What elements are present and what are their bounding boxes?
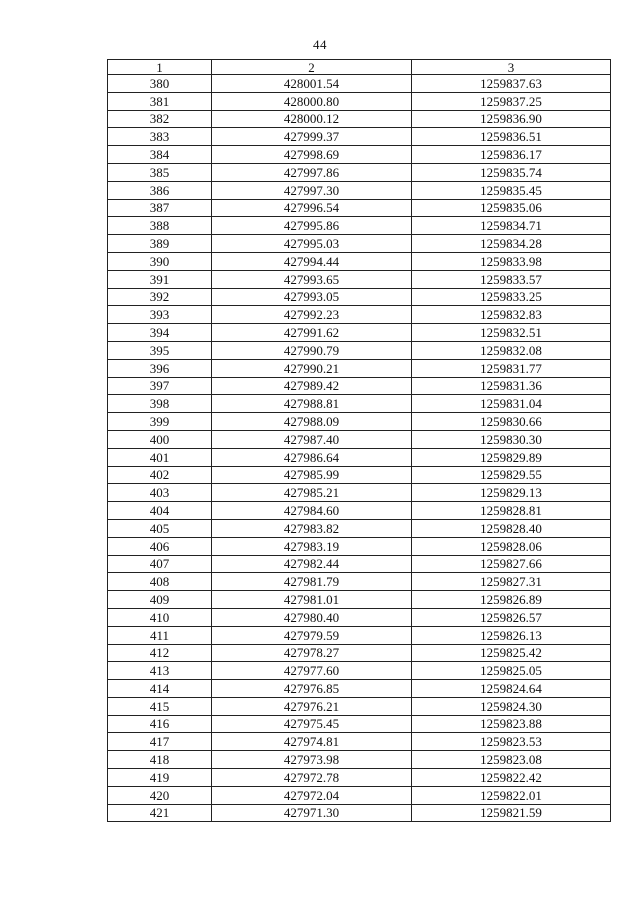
point-number-cell: 419 — [108, 769, 212, 787]
column-header-1: 1 — [108, 60, 212, 75]
y-coordinate-cell: 1259822.01 — [412, 786, 611, 804]
table-body — [108, 75, 611, 822]
table-row — [108, 110, 611, 128]
point-number-cell: 415 — [108, 697, 212, 715]
x-coordinate-cell: 427990.21 — [212, 359, 412, 377]
point-number-cell: 401 — [108, 448, 212, 466]
point-number-cell: 383 — [108, 128, 212, 146]
y-coordinate-cell: 1259834.71 — [412, 217, 611, 235]
point-number-cell: 387 — [108, 199, 212, 217]
point-number-cell: 410 — [108, 608, 212, 626]
x-coordinate-cell: 427975.45 — [212, 715, 412, 733]
y-coordinate-cell: 1259835.06 — [412, 199, 611, 217]
x-coordinate-cell: 427976.21 — [212, 697, 412, 715]
x-coordinate-cell: 427971.30 — [212, 804, 412, 822]
point-number-cell: 406 — [108, 537, 212, 555]
x-coordinate-cell: 427973.98 — [212, 751, 412, 769]
table-row — [108, 769, 611, 787]
y-coordinate-cell: 1259834.28 — [412, 235, 611, 253]
table-row — [108, 146, 611, 164]
y-coordinate-cell: 1259833.98 — [412, 252, 611, 270]
point-number-cell: 408 — [108, 573, 212, 591]
table-row — [108, 217, 611, 235]
point-number-cell: 420 — [108, 786, 212, 804]
table-row — [108, 608, 611, 626]
x-coordinate-cell: 427999.37 — [212, 128, 412, 146]
point-number-cell: 392 — [108, 288, 212, 306]
y-coordinate-cell: 1259835.74 — [412, 163, 611, 181]
y-coordinate-cell: 1259837.63 — [412, 75, 611, 93]
point-number-cell: 405 — [108, 519, 212, 537]
table-row — [108, 181, 611, 199]
table-row — [108, 555, 611, 573]
point-number-cell: 395 — [108, 341, 212, 359]
x-coordinate-cell: 427985.99 — [212, 466, 412, 484]
y-coordinate-cell: 1259836.17 — [412, 146, 611, 164]
y-coordinate-cell: 1259830.30 — [412, 430, 611, 448]
y-coordinate-cell: 1259827.66 — [412, 555, 611, 573]
x-coordinate-cell: 427993.65 — [212, 270, 412, 288]
y-coordinate-cell: 1259821.59 — [412, 804, 611, 822]
y-coordinate-cell: 1259833.57 — [412, 270, 611, 288]
table-row — [108, 377, 611, 395]
y-coordinate-cell: 1259824.30 — [412, 697, 611, 715]
table-row — [108, 519, 611, 537]
x-coordinate-cell: 428000.12 — [212, 110, 412, 128]
x-coordinate-cell: 427979.59 — [212, 626, 412, 644]
x-coordinate-cell: 427991.62 — [212, 324, 412, 342]
y-coordinate-cell: 1259829.13 — [412, 484, 611, 502]
point-number-cell: 409 — [108, 591, 212, 609]
column-header-3: 3 — [412, 60, 611, 75]
table-row — [108, 626, 611, 644]
y-coordinate-cell: 1259831.36 — [412, 377, 611, 395]
table-row — [108, 804, 611, 822]
point-number-cell: 399 — [108, 413, 212, 431]
y-coordinate-cell: 1259828.06 — [412, 537, 611, 555]
table-row — [108, 591, 611, 609]
x-coordinate-cell: 427982.44 — [212, 555, 412, 573]
y-coordinate-cell: 1259830.66 — [412, 413, 611, 431]
table-row — [108, 92, 611, 110]
point-number-cell: 389 — [108, 235, 212, 253]
table-row — [108, 359, 611, 377]
x-coordinate-cell: 428001.54 — [212, 75, 412, 93]
y-coordinate-cell: 1259826.89 — [412, 591, 611, 609]
y-coordinate-cell: 1259825.05 — [412, 662, 611, 680]
point-number-cell: 388 — [108, 217, 212, 235]
x-coordinate-cell: 427983.82 — [212, 519, 412, 537]
point-number-cell: 400 — [108, 430, 212, 448]
table-row — [108, 680, 611, 698]
x-coordinate-cell: 427996.54 — [212, 199, 412, 217]
x-coordinate-cell: 427972.78 — [212, 769, 412, 787]
y-coordinate-cell: 1259829.55 — [412, 466, 611, 484]
table-row — [108, 324, 611, 342]
point-number-cell: 384 — [108, 146, 212, 164]
table-row — [108, 786, 611, 804]
x-coordinate-cell: 427985.21 — [212, 484, 412, 502]
point-number-cell: 421 — [108, 804, 212, 822]
y-coordinate-cell: 1259836.90 — [412, 110, 611, 128]
table-row — [108, 306, 611, 324]
point-number-cell: 402 — [108, 466, 212, 484]
x-coordinate-cell: 427992.23 — [212, 306, 412, 324]
point-number-cell: 385 — [108, 163, 212, 181]
point-number-cell: 407 — [108, 555, 212, 573]
y-coordinate-cell: 1259829.89 — [412, 448, 611, 466]
y-coordinate-cell: 1259831.04 — [412, 395, 611, 413]
point-number-cell: 394 — [108, 324, 212, 342]
y-coordinate-cell: 1259826.13 — [412, 626, 611, 644]
x-coordinate-cell: 427994.44 — [212, 252, 412, 270]
point-number-cell: 414 — [108, 680, 212, 698]
x-coordinate-cell: 427995.03 — [212, 235, 412, 253]
point-number-cell: 382 — [108, 110, 212, 128]
x-coordinate-cell: 427997.30 — [212, 181, 412, 199]
table-row — [108, 662, 611, 680]
y-coordinate-cell: 1259824.64 — [412, 680, 611, 698]
x-coordinate-cell: 427986.64 — [212, 448, 412, 466]
y-coordinate-cell: 1259836.51 — [412, 128, 611, 146]
point-number-cell: 393 — [108, 306, 212, 324]
y-coordinate-cell: 1259822.42 — [412, 769, 611, 787]
y-coordinate-cell: 1259831.77 — [412, 359, 611, 377]
point-number-cell: 418 — [108, 751, 212, 769]
y-coordinate-cell: 1259823.88 — [412, 715, 611, 733]
point-number-cell: 381 — [108, 92, 212, 110]
table-header-row — [108, 60, 611, 75]
table-row — [108, 573, 611, 591]
table-row — [108, 537, 611, 555]
y-coordinate-cell: 1259833.25 — [412, 288, 611, 306]
point-number-cell: 397 — [108, 377, 212, 395]
point-number-cell: 417 — [108, 733, 212, 751]
table-row — [108, 751, 611, 769]
table-row — [108, 270, 611, 288]
table-row — [108, 341, 611, 359]
column-header-2: 2 — [212, 60, 412, 75]
table-row — [108, 199, 611, 217]
x-coordinate-cell: 427978.27 — [212, 644, 412, 662]
table-row — [108, 430, 611, 448]
x-coordinate-cell: 427997.86 — [212, 163, 412, 181]
table-row — [108, 252, 611, 270]
y-coordinate-cell: 1259826.57 — [412, 608, 611, 626]
y-coordinate-cell: 1259832.08 — [412, 341, 611, 359]
point-number-cell: 416 — [108, 715, 212, 733]
point-number-cell: 396 — [108, 359, 212, 377]
x-coordinate-cell: 427989.42 — [212, 377, 412, 395]
table-row — [108, 413, 611, 431]
x-coordinate-cell: 427983.19 — [212, 537, 412, 555]
point-number-cell: 413 — [108, 662, 212, 680]
y-coordinate-cell: 1259837.25 — [412, 92, 611, 110]
table-row — [108, 697, 611, 715]
coordinates-table — [107, 59, 611, 822]
table-row — [108, 235, 611, 253]
table-row — [108, 288, 611, 306]
table-row — [108, 715, 611, 733]
y-coordinate-cell: 1259828.40 — [412, 519, 611, 537]
table-row — [108, 644, 611, 662]
table-row — [108, 502, 611, 520]
point-number-cell: 390 — [108, 252, 212, 270]
point-number-cell: 391 — [108, 270, 212, 288]
x-coordinate-cell: 427977.60 — [212, 662, 412, 680]
table-row — [108, 163, 611, 181]
point-number-cell: 380 — [108, 75, 212, 93]
x-coordinate-cell: 427988.81 — [212, 395, 412, 413]
table-row — [108, 448, 611, 466]
x-coordinate-cell: 427988.09 — [212, 413, 412, 431]
y-coordinate-cell: 1259835.45 — [412, 181, 611, 199]
point-number-cell: 398 — [108, 395, 212, 413]
y-coordinate-cell: 1259828.81 — [412, 502, 611, 520]
x-coordinate-cell: 427998.69 — [212, 146, 412, 164]
y-coordinate-cell: 1259832.83 — [412, 306, 611, 324]
table-row — [108, 75, 611, 93]
x-coordinate-cell: 427995.86 — [212, 217, 412, 235]
x-coordinate-cell: 427981.01 — [212, 591, 412, 609]
x-coordinate-cell: 427987.40 — [212, 430, 412, 448]
point-number-cell: 412 — [108, 644, 212, 662]
point-number-cell: 386 — [108, 181, 212, 199]
x-coordinate-cell: 427984.60 — [212, 502, 412, 520]
y-coordinate-cell: 1259827.31 — [412, 573, 611, 591]
table-row — [108, 128, 611, 146]
x-coordinate-cell: 427976.85 — [212, 680, 412, 698]
x-coordinate-cell: 427980.40 — [212, 608, 412, 626]
y-coordinate-cell: 1259823.08 — [412, 751, 611, 769]
x-coordinate-cell: 427974.81 — [212, 733, 412, 751]
y-coordinate-cell: 1259832.51 — [412, 324, 611, 342]
x-coordinate-cell: 427993.05 — [212, 288, 412, 306]
point-number-cell: 403 — [108, 484, 212, 502]
point-number-cell: 411 — [108, 626, 212, 644]
x-coordinate-cell: 427990.79 — [212, 341, 412, 359]
table-row — [108, 466, 611, 484]
page-number: 44 — [313, 37, 327, 52]
x-coordinate-cell: 427981.79 — [212, 573, 412, 591]
x-coordinate-cell: 427972.04 — [212, 786, 412, 804]
y-coordinate-cell: 1259823.53 — [412, 733, 611, 751]
table-row — [108, 733, 611, 751]
point-number-cell: 404 — [108, 502, 212, 520]
y-coordinate-cell: 1259825.42 — [412, 644, 611, 662]
table-row — [108, 395, 611, 413]
x-coordinate-cell: 428000.80 — [212, 92, 412, 110]
table-row — [108, 484, 611, 502]
